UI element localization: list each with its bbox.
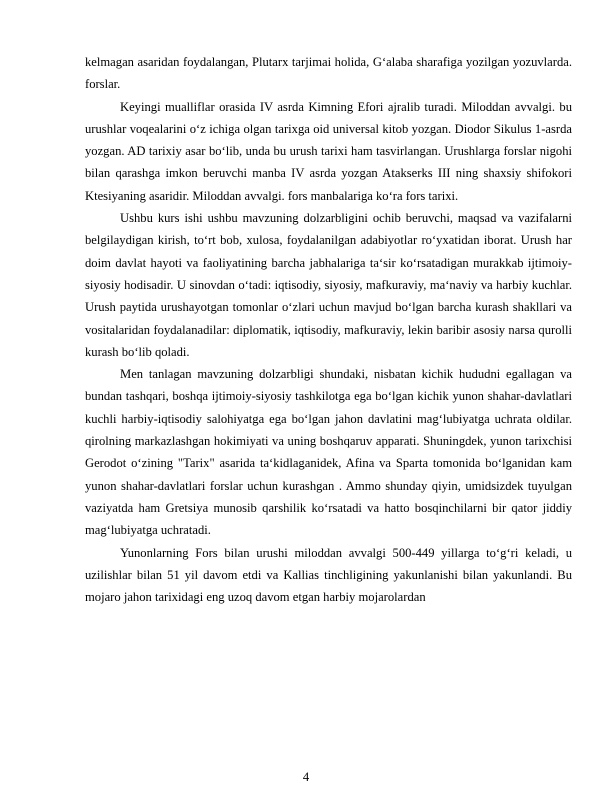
paragraph-war-chronology: Yunonlarning Fors bilan urushi miloddan avvalgi 500-449 yillarga to‘g‘ri keladi, u uzilishlar bilan 51 yil davom etdi va Kallias tinchligining yakunlanishi bilan yakunlandi. Bu mojaro jahon tarixidagi eng uzoq davom etgan harbiy mojarolardan [85, 545, 572, 605]
paragraph-topic-relevance: Men tanlagan mavzuning dolzarbligi shundaki, nisbatan kichik hududni egallagan va bundan tashqari, boshqa ijtimoiy-siyosiy tashkilotga ega bo‘lgan kichik yunon shahar-davlatlari kuchli harbiy-iqtisodiy salohiyatga ega bo‘lgan jahon davlatini mag‘lubiyatga uchrata oldilar. qirolning markazlashgan hokimiyati va uning boshqaruv apparati. Shuningdek, yunon tarixchisi Gerodot o‘zining "Tarix" asarida ta‘kidlaganidek, Afina va Sparta tomonida bo‘lganidan kam yunon shahar-davlatlari forslar uchun kurashgan . Ammo shunday qiyin, umidsizdek tuyulgan vaziyatda ham Gretsiya munosib qarshilik ko‘rsatadi va hatto bosqinchilarni bir qator jiddiy mag‘lubiyatga uchratadi. [85, 367, 572, 538]
paragraph-later-authors: Keyingi mualliflar orasida IV asrda Kimning Efori ajralib turadi. Miloddan avvalgi. bu urushlar voqealarini o‘z ichiga olgan tarixga oid universal kitob yozgan. Diodor Sikulus 1-asrda yozgan. AD tarixiy asar bo‘lib, unda bu urush tarixi ham tasvirlangan. Urushlarga forslar nigohi bilan qarashga imkon beruvchi manba IV asrda yozgan Atakserks III ning shaxsiy shifokori Ktesiyaning asaridir. Miloddan avvalgi. fors manbalariga ko‘ra fors tarixi. [85, 99, 572, 203]
paragraph-continuation: kelmagan asaridan foydalangan, Plutarx tarjimai holida, G‘alaba sharafiga yozilgan yozuvlarda. forslar. [85, 55, 572, 92]
document-page [85, 51, 572, 608]
paragraph-course-structure: Ushbu kurs ishi ushbu mavzuning dolzarbligini ochib beruvchi, maqsad va vazifalarni belgilaydigan kirish, to‘rt bob, xulosa, foydalanilgan adabiyotlar ro‘yxatidan iborat. Urush har doim davlat hayoti va faoliyatining barcha jabhalariga ta‘sir ko‘rsatadigan murakkab ijtimoiy-siyosiy hodisadir. U sinovdan o‘tadi: iqtisodiy, siyosiy, mafkuraviy, ma‘naviy va harbiy kuchlar. Urush paytida urushayotgan tomonlar o‘zlari uchun mavjud bo‘lgan barcha kurash shakllari va vositalaridan foydalanadilar: diplomatik, iqtisodiy, mafkuraviy, lekin baribir asosiy narsa qurolli kurash bo‘lib qoladi. [85, 211, 572, 359]
page-number: 4 [302, 770, 310, 784]
